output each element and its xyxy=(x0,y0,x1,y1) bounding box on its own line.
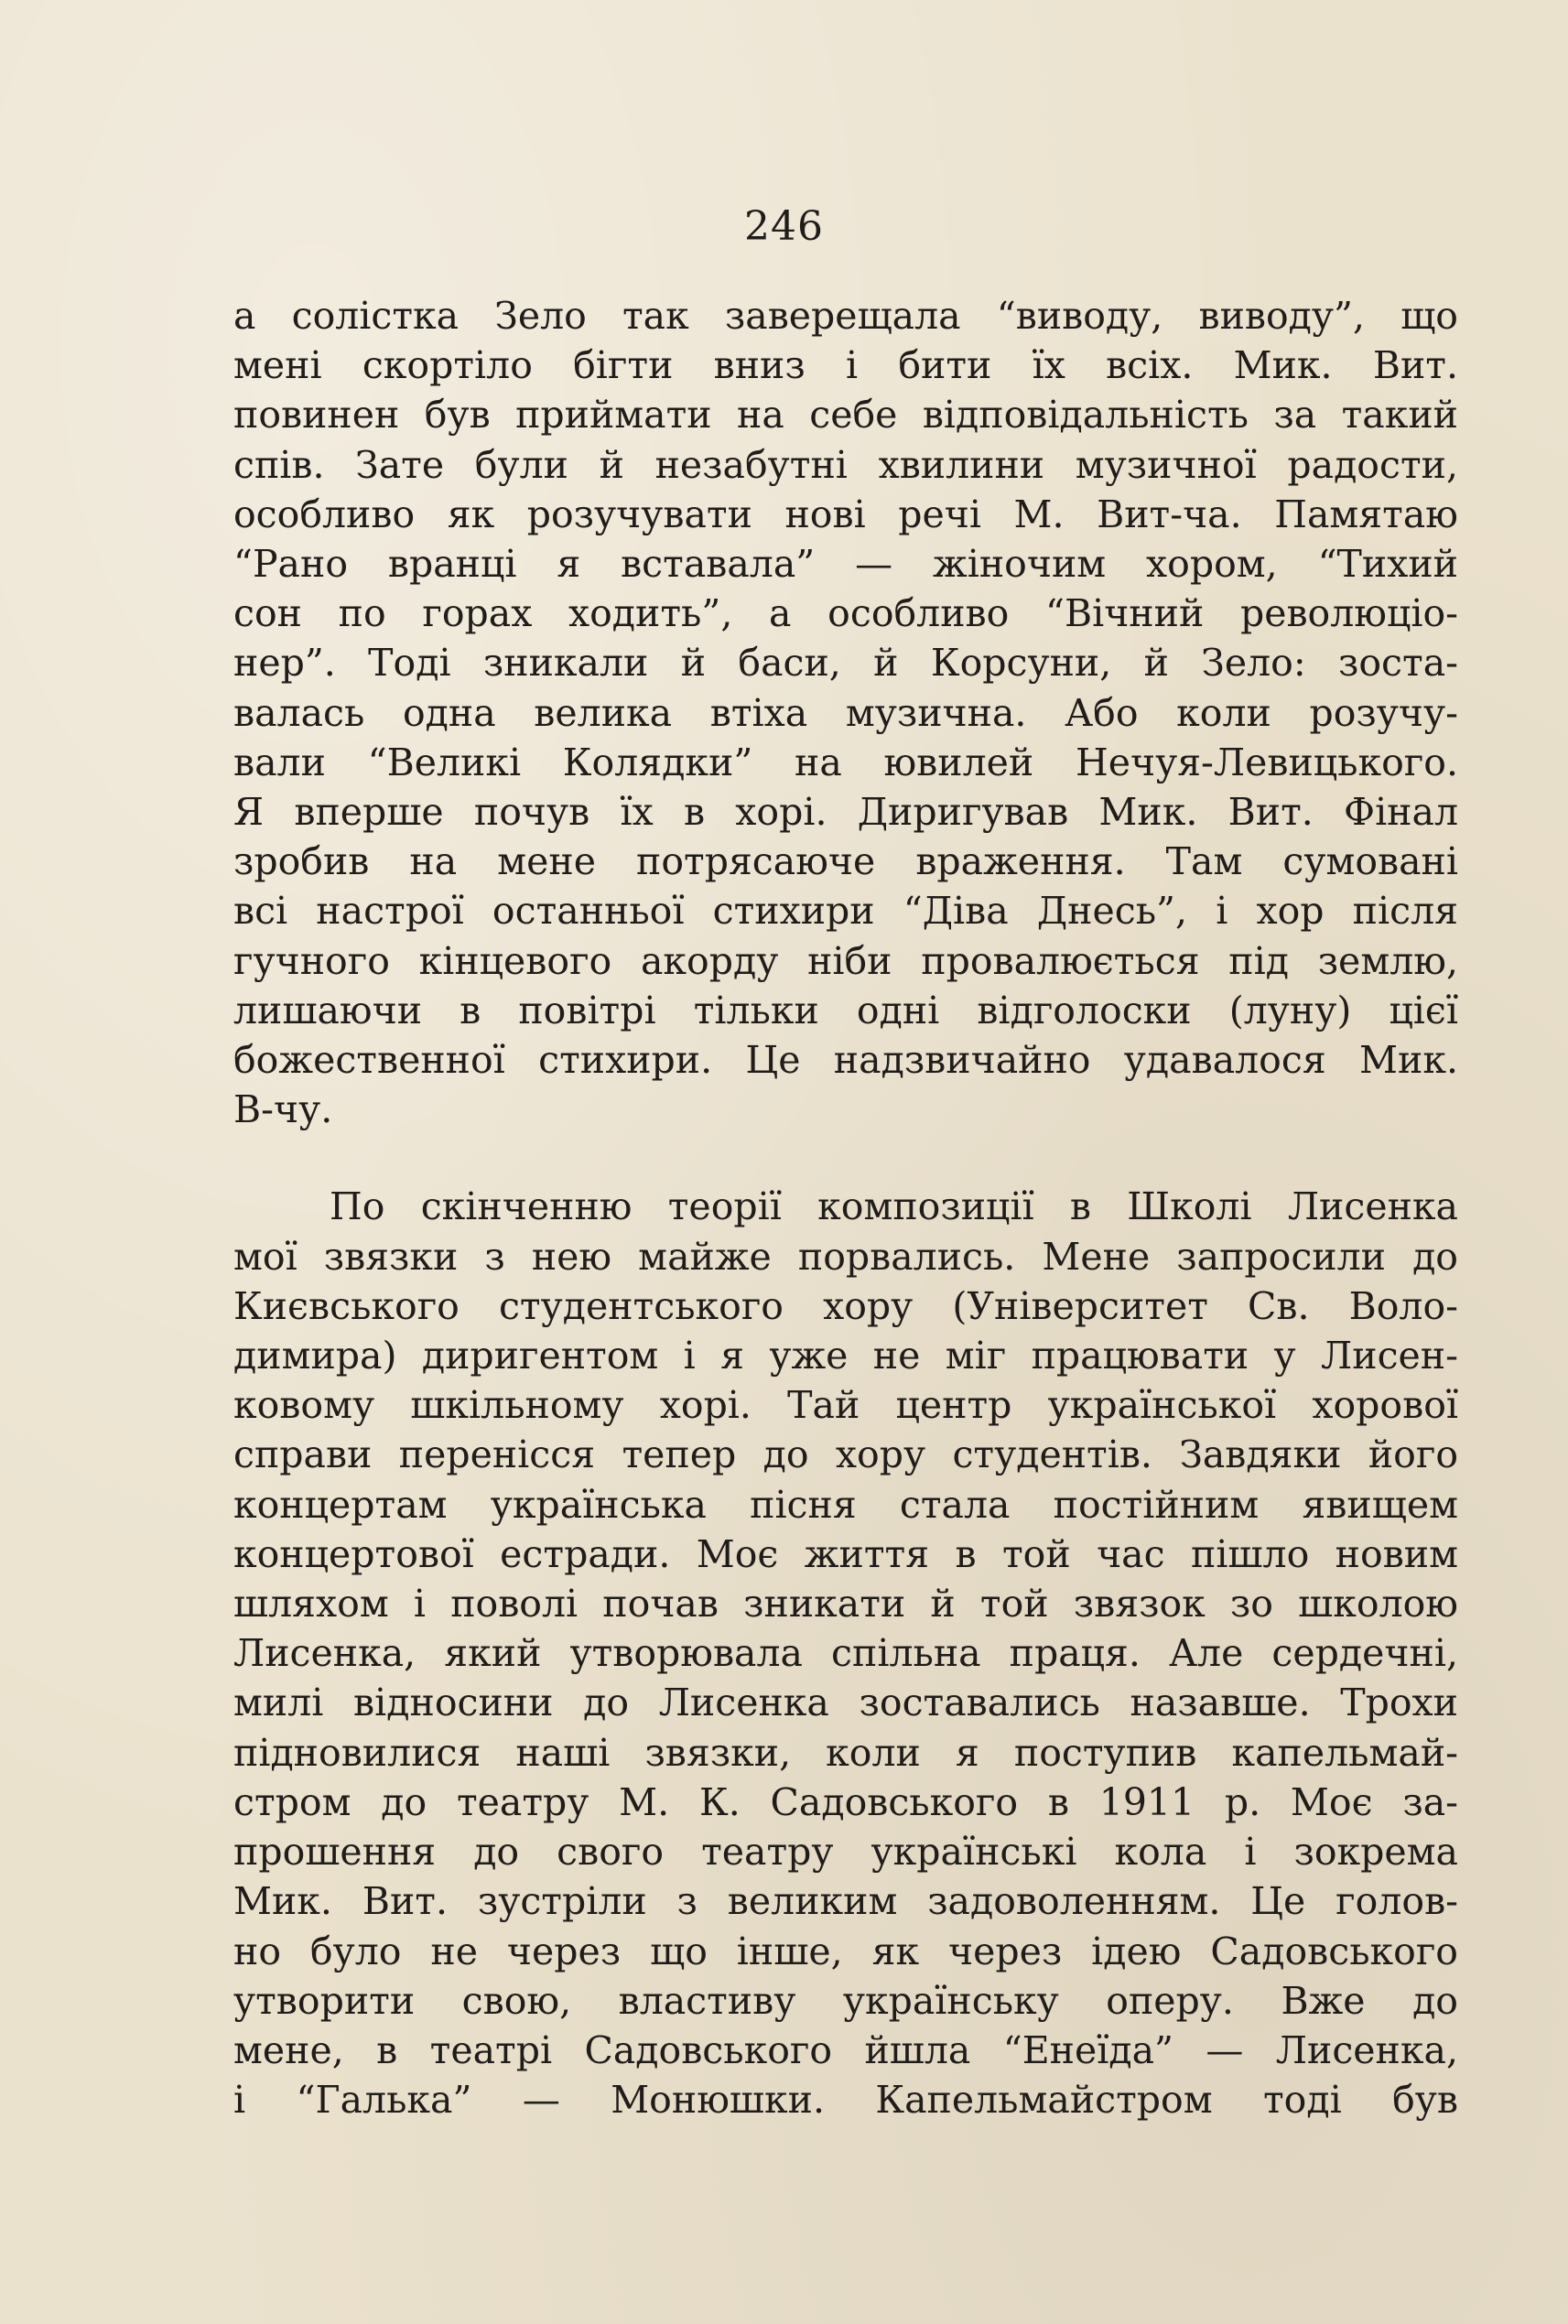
page-number: 246 xyxy=(744,203,824,250)
text-line: нер”. Тоді зникали й баси, й Корсуни, й Зело: зоста- xyxy=(233,641,1458,686)
text-line: мої звязки з нею майже порвались. Мене запросили до xyxy=(233,1234,1458,1279)
text-line: Мик. Вит. зустріли з великим задоволенням. Це голов- xyxy=(233,1879,1458,1924)
text-line: ковому шкільному хорі. Тай центр української хорової xyxy=(233,1383,1458,1428)
paragraph-1 xyxy=(233,291,1458,1134)
body-text xyxy=(233,291,1458,2124)
text-line: В-чу. xyxy=(233,1087,333,1132)
text-line: Я вперше почув їх в хорі. Диригував Мик. Вит. Фінал xyxy=(233,790,1458,835)
text-line: милі відносини до Лисенка зоставались назавше. Трохи xyxy=(233,1681,1458,1725)
text-line: лишаючи в повітрі тільки одні відголоски (луну) цієї xyxy=(233,988,1458,1032)
text-line: мені скортіло бігти вниз і бити їх всіх. Мик. Вит. xyxy=(233,343,1458,388)
text-line: божественної стихири. Це надзвичайно удавалося Мик. xyxy=(233,1038,1458,1083)
text-line: вали “Великі Колядки” на ювилей Нечуя-Левицького. xyxy=(233,740,1458,784)
text-line: Києвського студентського хору (Університет Св. Воло- xyxy=(233,1283,1458,1328)
text-line: справи перенісся тепер до хору студентів. Завдяки його xyxy=(233,1432,1458,1477)
text-line: шляхом і поволі почав зникати й той звязок зо школою xyxy=(233,1582,1458,1627)
text-line: валась одна велика втіха музична. Або коли розучу- xyxy=(233,690,1458,735)
text-line: всі настрої останньої стихири “Діва Днесь”, і хор після xyxy=(233,889,1458,934)
text-line: концертам українська пісня стала постійним явищем xyxy=(233,1482,1458,1527)
text-line: Лисенка, який утворювала спільна праця. Але сердечні, xyxy=(233,1631,1458,1676)
paragraph-gap xyxy=(233,1134,1458,1182)
text-line: По скінченню теорії композиції в Школі Лисенка xyxy=(330,1184,1458,1229)
text-line: спів. Зате були й незабутні хвилини музичної радости, xyxy=(233,442,1458,487)
paragraph-2 xyxy=(233,1182,1458,2124)
text-line: особливо як розучувати нові речі М. Вит-ча. Памятаю xyxy=(233,492,1458,536)
text-line: стром до театру М. К. Садовського в 1911 р. Моє за- xyxy=(233,1779,1458,1824)
text-line: утворити свою, властиву українську оперу. Вже до xyxy=(233,1978,1458,2023)
text-line: і “Галька” — Монюшки. Капельмайстром тоді був xyxy=(233,2078,1458,2123)
text-line: підновилися наші звязки, коли я поступив капельмай- xyxy=(233,1730,1458,1775)
text-line: димира) диригентом і я уже не міг працювати у Лисен- xyxy=(233,1334,1458,1378)
text-line: сон по горах ходить”, а особливо “Вічний революціо- xyxy=(233,591,1458,636)
text-line: прошення до свого театру українські кола і зокрема xyxy=(233,1830,1458,1875)
text-line: но було не через що інше, як через ідею Садовського xyxy=(233,1929,1458,1973)
text-line: а солістка Зело так заверещала “виводу, виводу”, що xyxy=(233,294,1458,338)
text-line: мене, в театрі Садовського йшла “Енеїда” — Лисенка, xyxy=(233,2027,1458,2072)
text-line: гучного кінцевого акорду ніби провалюється під землю, xyxy=(233,938,1458,983)
text-line: зробив на мене потрясаюче враження. Там сумовані xyxy=(233,839,1458,884)
text-line: концертової естради. Моє життя в той час пішло новим xyxy=(233,1531,1458,1576)
text-line: повинен був приймати на себе відповідальність за такий xyxy=(233,393,1458,438)
text-line: “Рано вранці я вставала” — жіночим хором, “Тихий xyxy=(233,542,1458,587)
